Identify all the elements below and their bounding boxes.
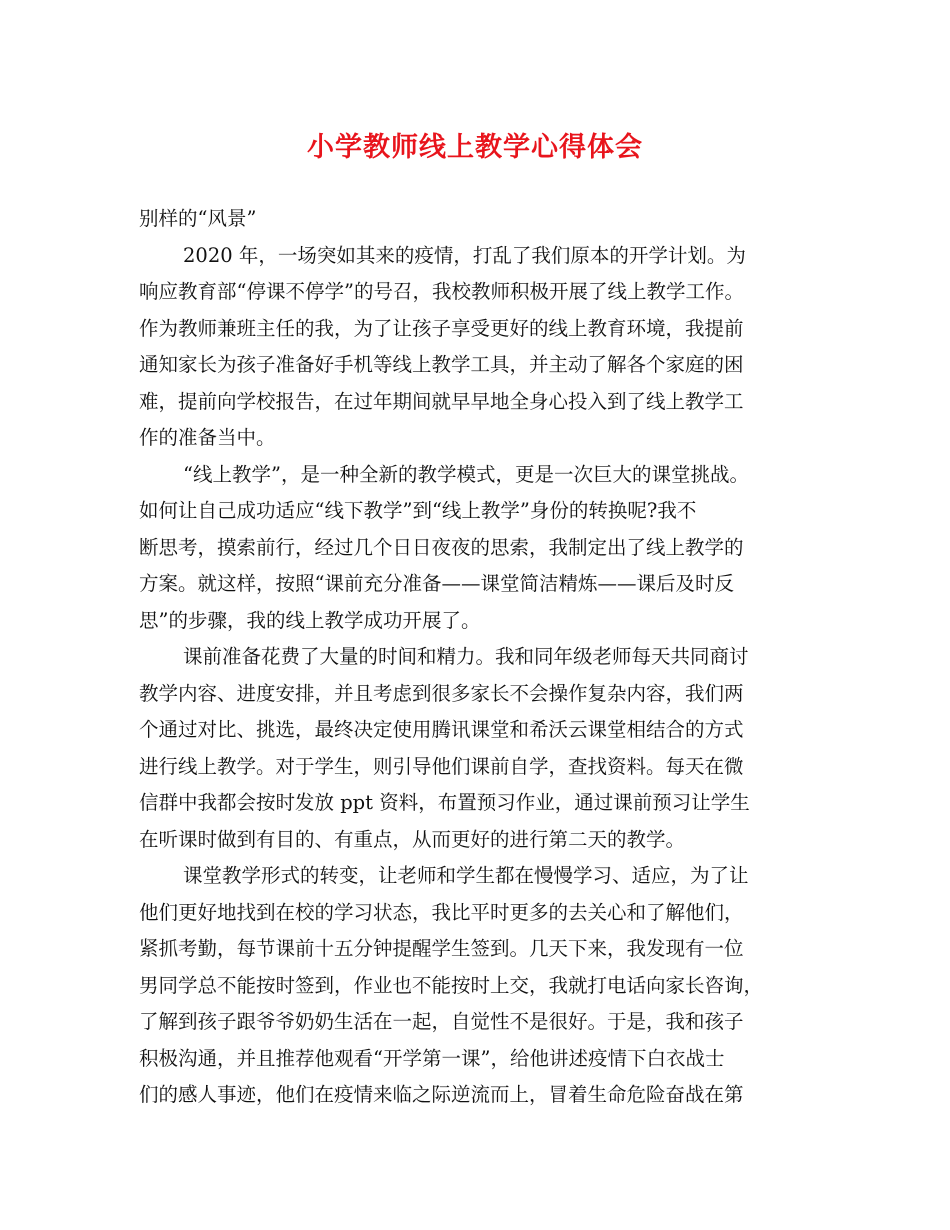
body-text-line: 作的准备当中。 (139, 426, 276, 449)
body-text-line: “线上教学”，是一种全新的教学模式，更是一次巨大的课堂挑战。 (183, 462, 749, 486)
body-text-line: 如何让自己成功适应“线下教学”到“线上教学”身份的转换呢?我不 (139, 499, 697, 522)
body-text-line: 紧抓考勤，每节课前十五分钟提醒学生签到。几天下来，我发现有一位 (139, 937, 744, 960)
body-text-line: 了解到孩子跟爷爷奶奶生活在一起，自觉性不是很好。于是，我和孩子 (139, 1010, 744, 1033)
body-text-line: 他们更好地找到在校的学习状态，我比平时更多的去关心和了解他们， (139, 900, 744, 924)
body-text-line: 教学内容、进度安排，并且考虑到很多家长不会操作复杂内容，我们两 (139, 681, 744, 705)
document-title: 小学教师线上教学心得体会 (307, 132, 643, 163)
body-text-line: 课前准备花费了大量的时间和精力。我和同年级老师每天共同商讨 (183, 645, 749, 668)
body-text-line: 响应教育部“停课不停学”的号召，我校教师积极开展了线上教学工作。 (139, 280, 744, 303)
body-text-line: 方案。就这样，按照“课前充分准备——课堂简洁精炼——课后及时反 (139, 572, 734, 595)
section-heading: 别样的“风景” (139, 207, 257, 230)
body-text-line: 男同学总不能按时签到，作业也不能按时上交，我就打电话向家长咨询， (139, 973, 764, 997)
body-text-line: 思”的步骤，我的线上教学成功开展了。 (139, 608, 481, 632)
body-text-line: 积极沟通，并且推荐他观看“开学第一课”，给他讲述疫情下白衣战士 (139, 1046, 725, 1070)
body-text-line: 通知家长为孩子准备好手机等线上教学工具，并主动了解各个家庭的困 (139, 353, 744, 376)
body-text-line: 2020 年，一场突如其来的疫情，打乱了我们原本的开学计划。为 (183, 243, 746, 267)
body-text-line: 断思考，摸索前行，经过几个日日夜夜的思索，我制定出了线上教学的 (139, 535, 744, 559)
body-text-line: 难，提前向学校报告，在过年期间就早早地全身心投入到了线上教学工 (139, 389, 744, 413)
body-text-line: 课堂教学形式的转变，让老师和学生都在慢慢学习、适应，为了让 (183, 864, 749, 887)
body-text-line: 个通过对比、挑选，最终决定使用腾讯课堂和希沃云课堂相结合的方式 (139, 718, 744, 741)
body-text-line: 作为教师兼班主任的我，为了让孩子享受更好的线上教育环境，我提前 (139, 316, 744, 340)
body-text-line: 信群中我都会按时发放 ppt 资料，布置预习作业，通过课前预习让学生 (139, 791, 750, 814)
body-text-line: 在听课时做到有目的、有重点，从而更好的进行第二天的教学。 (139, 827, 686, 851)
document-body (139, 201, 829, 1114)
body-text-line: 进行线上教学。对于学生，则引导他们课前自学，查找资料。每天在微 (139, 754, 744, 778)
body-text-line: 们的感人事迹，他们在疫情来临之际逆流而上，冒着生命危险奋战在第 (139, 1083, 744, 1106)
